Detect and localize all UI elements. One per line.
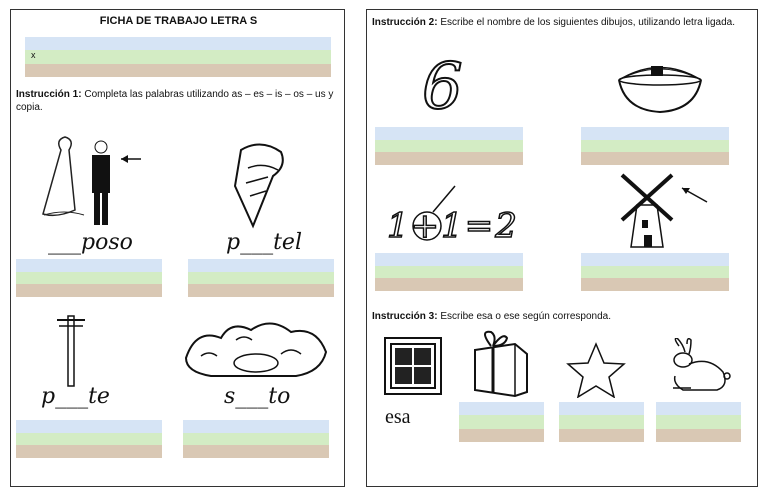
- instruction-2-label: Instrucción 2:: [372, 17, 438, 28]
- word-esposo: ___poso: [48, 230, 133, 255]
- word-susto: s___to: [224, 384, 291, 409]
- header-mark: x: [31, 50, 36, 61]
- answer-lines-pastel[interactable]: [188, 259, 334, 297]
- worksheet-title: FICHA DE TRABAJO LETRA S: [99, 15, 258, 27]
- left-worksheet: [10, 9, 345, 487]
- instruction-1-label: Instrucción 1:: [16, 89, 82, 100]
- instruction-1-text: Completa las palabras utilizando as – es – is – os – us y copia.: [16, 89, 334, 113]
- instruction-1: [16, 88, 338, 114]
- right-worksheet: [366, 9, 758, 487]
- word-pastel: p___tel: [226, 230, 302, 255]
- instruction-2-text: Escribe el nombre de los siguientes dibujos, utilizando letra ligada.: [440, 17, 735, 28]
- noodle-bowl-illustration: [615, 50, 705, 120]
- window-illustration: [383, 336, 443, 396]
- rabbit-illustration: [661, 338, 733, 396]
- answer-lines-rabbit[interactable]: [656, 402, 741, 442]
- bride-groom-illustration: [36, 135, 146, 230]
- instruction-2: [372, 16, 750, 29]
- star-illustration: [565, 342, 627, 398]
- answer-lines-six[interactable]: [375, 127, 523, 165]
- gift-box-illustration: [469, 328, 531, 398]
- answer-lines-esposo[interactable]: [16, 259, 162, 297]
- equation-picture: 1+1=2: [387, 206, 519, 246]
- answer-lines-noodles[interactable]: [581, 127, 729, 165]
- title-writing-lines[interactable]: [25, 37, 331, 77]
- example-answer-esa: esa: [385, 406, 411, 428]
- answer-lines-plus[interactable]: [375, 253, 523, 291]
- windmill-illustration: [612, 170, 712, 250]
- answer-lines-susto[interactable]: [183, 420, 329, 458]
- answer-lines-gift[interactable]: [459, 402, 544, 442]
- word-poste: p___te: [41, 384, 110, 409]
- answer-lines-star[interactable]: [559, 402, 644, 442]
- utility-pole-illustration: [51, 308, 91, 388]
- answer-lines-windmill[interactable]: [581, 253, 729, 291]
- bushes-illustration: [181, 318, 331, 386]
- cake-slice-illustration: [226, 138, 296, 233]
- instruction-3-text: Escribe esa o ese según corresponda.: [440, 311, 612, 322]
- answer-lines-poste[interactable]: [16, 420, 162, 458]
- instruction-3-label: Instrucción 3:: [372, 311, 438, 322]
- instruction-3: [372, 310, 750, 323]
- number-six-picture: 6: [422, 50, 463, 124]
